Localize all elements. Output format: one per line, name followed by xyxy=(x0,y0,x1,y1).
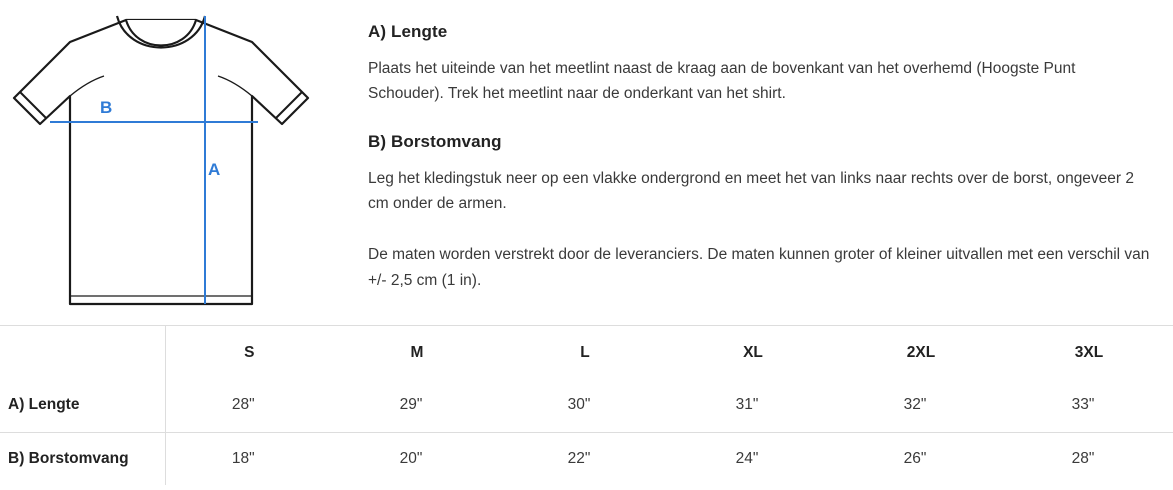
tshirt-measurement-icon xyxy=(0,0,360,325)
column-header-m: M xyxy=(410,343,424,361)
diagram-label-b: B xyxy=(100,98,113,117)
instruction-text-a: Plaats het uiteinde van het meetlint naast de kraag aan de bovenkant van het overhemd (Hoogste Punt Schouder). Trek het meetlint naar de onderkant van het shirt. xyxy=(368,60,1076,103)
cell-borstomvang-m: 20" xyxy=(399,449,423,467)
cell-lengte-xl: 31" xyxy=(669,379,837,432)
cell-borstomvang-s: 18" xyxy=(231,449,255,467)
tshirt-diagram xyxy=(0,0,360,325)
size-table-head xyxy=(0,326,1173,379)
cell-lengte-s: 28" xyxy=(165,379,333,432)
cell-borstomvang-3xl: 28" xyxy=(1071,449,1095,467)
instruction-heading-b: B) Borstomvang xyxy=(368,132,502,152)
instruction-note: De maten worden verstrekt door de leveranciers. De maten kunnen groter of kleiner uitvallen met een verschil van +/- 2,5 cm (1 in). xyxy=(368,246,1150,289)
cell-lengte-m: 29" xyxy=(333,379,501,432)
column-header-3xl: 3XL xyxy=(1074,343,1104,361)
cell-lengte-2xl: 32" xyxy=(837,379,1005,432)
column-header-2xl: 2XL xyxy=(906,343,936,361)
cell-borstomvang-xl: 24" xyxy=(735,449,759,467)
instructions-panel xyxy=(360,0,1173,325)
cell-borstomvang-2xl: 26" xyxy=(903,449,927,467)
diagram-label-a: A xyxy=(208,160,221,179)
cell-borstomvang-l: 22" xyxy=(567,449,591,467)
table-row xyxy=(0,379,1173,432)
table-row xyxy=(0,432,1173,485)
instruction-text-b: Leg het kledingstuk neer op een vlakke ondergrond en meet het van links naar rechts over de borst, ongeveer 2 cm onder de armen. xyxy=(368,170,1135,213)
column-header-l: L xyxy=(580,343,590,361)
cell-lengte-3xl: 33" xyxy=(1005,379,1173,432)
table-corner-cell xyxy=(0,326,165,379)
size-table-section xyxy=(0,325,1173,485)
size-table-body xyxy=(0,379,1173,485)
row-label-borstomvang: B) Borstomvang xyxy=(0,432,165,485)
column-header-xl: XL xyxy=(743,343,763,361)
size-table xyxy=(0,326,1173,485)
table-header-row xyxy=(0,326,1173,379)
column-header-s: S xyxy=(244,343,255,361)
cell-lengte-l: 30" xyxy=(501,379,669,432)
instruction-heading-a: A) Lengte xyxy=(368,22,448,41)
row-label-lengte: A) Lengte xyxy=(0,379,165,432)
